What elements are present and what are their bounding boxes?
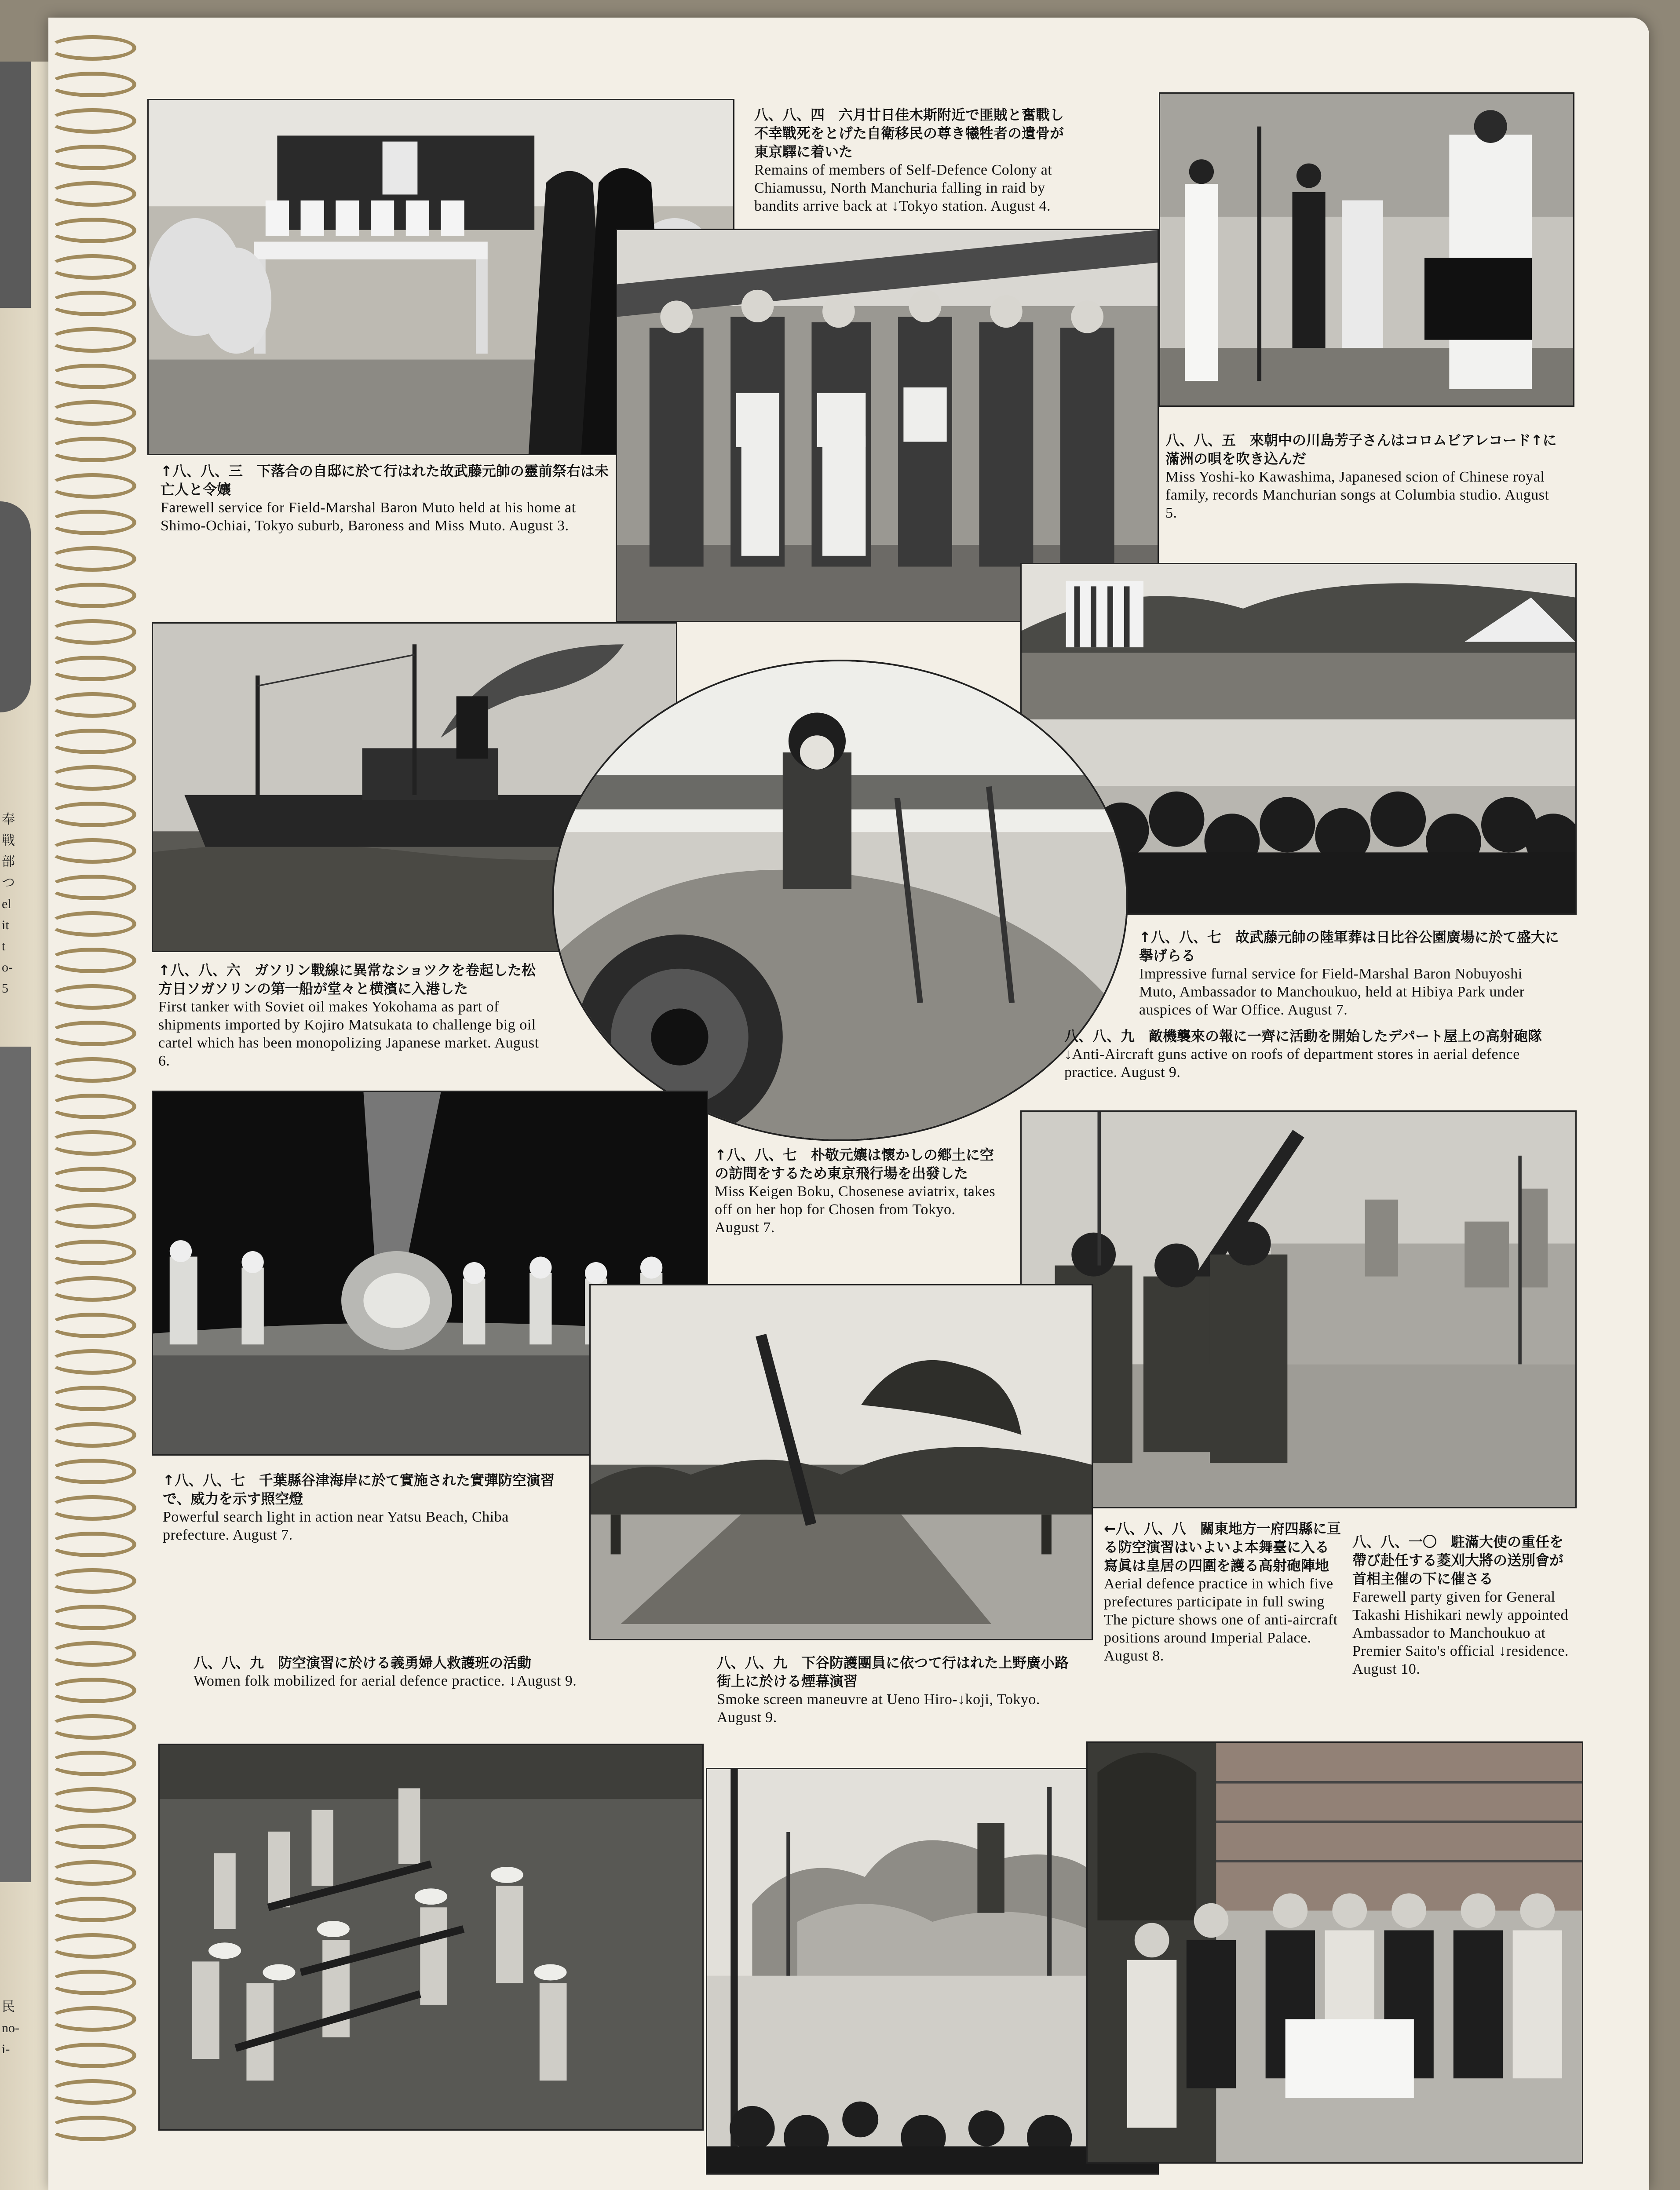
caption-english: Farewell service for Field-Marshal Baron Muto held at his home at Shimo-Ochiai, Tokyo suburb, Baroness and Miss Muto. August 3. <box>161 500 576 534</box>
previous-page-text-fragment: 民 no- i- <box>2 2000 19 2056</box>
binding-ring <box>48 1240 136 1265</box>
caption-japanese: ↑八、八、六 ガソリン戰線に異常なショツクを卷起した松方日ソガソリンの第一船が堂々と横濱に入港した <box>158 962 536 997</box>
previous-page-photo-fragment <box>0 1047 31 1882</box>
photo-rooftop-anti-aircraft <box>1020 1110 1577 1508</box>
binding-ring <box>48 1641 136 1667</box>
caption-japanese: 八、八、四 六月廿日佳木斯附近で匪賊と奮戰し不幸戰死をとげた自衛移民の尊き犧牲者の遺骨が東京驛に着いた <box>754 106 1064 160</box>
caption-aug-7-searchlight <box>163 1471 576 1544</box>
photo-farewell-party-hishikari <box>1086 1741 1583 2164</box>
binding-ring <box>48 1094 136 1119</box>
binding-ring <box>48 911 136 937</box>
photo-palace-anti-aircraft-position <box>589 1284 1093 1640</box>
binding-ring <box>48 254 136 280</box>
caption-japanese: ↑八、八、七 千葉縣谷津海岸に於て實施された實彈防空演習で、威力を示す照空燈 <box>163 1472 555 1507</box>
binding-ring <box>48 1167 136 1192</box>
caption-english: Women folk mobilized for aerial defence practice. ↓August 9. <box>194 1673 577 1689</box>
previous-page-photo-fragment <box>0 62 31 308</box>
binding-ring <box>48 1824 136 1849</box>
caption-aug-5-recording <box>1165 431 1561 522</box>
caption-english: Miss Keigen Boku, Chosenese aviatrix, takes off on her hop for Chosen from Tokyo. August 7. <box>715 1183 996 1236</box>
caption-japanese: 八、八、九 防空演習に於ける義勇婦人救護班の活動 <box>194 1654 532 1671</box>
binding-ring <box>48 1057 136 1083</box>
caption-japanese: 八、八、九 敵機襲來の報に一齊に活動を開始したデパート屋上の高射砲隊 <box>1064 1028 1542 1044</box>
binding-ring <box>48 692 136 718</box>
binding-ring <box>48 729 136 754</box>
binding-ring <box>48 364 136 389</box>
binding-ring <box>48 583 136 608</box>
binding-ring <box>48 218 136 243</box>
caption-japanese: 八、八、五 來朝中の川島芳子さんはコロムビアレコード↑に滿洲の唄を吹き込んだ <box>1165 432 1557 467</box>
binding-ring <box>48 1970 136 1995</box>
photo-aviatrix-biplane <box>552 660 1128 1141</box>
binding-ring <box>48 1897 136 1922</box>
previous-page-text-fragment: 奉 戦 部 つ el it t o- 5 <box>2 812 15 996</box>
caption-english: Smoke screen maneuvre at Ueno Hiro-↓koji, Tokyo. August 9. <box>717 1691 1040 1726</box>
binding-ring <box>48 437 136 462</box>
caption-japanese: 八、八、一〇 駐滿大使の重任を帶び赴任する菱刈大將の送別會が首相主催の下に催さる <box>1352 1533 1564 1587</box>
binding-ring <box>48 1714 136 1740</box>
binding-ring <box>48 1678 136 1703</box>
binding-ring <box>48 1568 136 1594</box>
binding-ring <box>48 72 136 97</box>
binding-ring <box>48 400 136 426</box>
binding-ring <box>48 838 136 864</box>
binding-ring <box>48 2116 136 2141</box>
binding-ring <box>48 2043 136 2068</box>
caption-aug-3-memorial <box>161 462 609 535</box>
binding-ring <box>48 1787 136 1813</box>
binding-ring <box>48 1933 136 1959</box>
binding-ring <box>48 327 136 353</box>
binding-ring <box>48 510 136 535</box>
binding-ring <box>48 765 136 791</box>
caption-english: First tanker with Soviet oil makes Yokohama as part of shipments imported by Kojiro Matsukata to challenge big oil cartel which has been monopolizing Japanese market. August 6. <box>158 999 539 1069</box>
caption-english: Impressive furnal service for Field-Marshal Baron Nobuyoshi Muto, Ambassador to Manchoukuo, held at Hibiya Park under auspices of War Office. August 7. <box>1139 966 1525 1018</box>
binding-ring <box>48 1860 136 1886</box>
binding-ring <box>48 546 136 572</box>
caption-japanese: ↑八、八、七 朴敬元孃は懷かしの鄕土に空の訪問をするため東京飛行場を出發した <box>715 1146 994 1182</box>
caption-aug-4-remains <box>754 106 1077 215</box>
caption-english: Miss Yoshi-ko Kawashima, Japanesed scion of Chinese royal family, records Manchurian songs at Columbia studio. August 5. <box>1165 469 1549 521</box>
binding-ring <box>48 984 136 1010</box>
binding-ring <box>48 2079 136 2105</box>
binding-ring <box>48 619 136 645</box>
caption-english: Remains of members of Self-Defence Colony at Chiamussu, North Manchuria falling in raid by bandits arrive back at ↓Tokyo station. August 4. <box>754 162 1052 214</box>
binding-ring <box>48 948 136 973</box>
caption-english: Farewell party given for General Takashi Hishikari newly appointed Ambassador to Manchoukuo at Premier Saito's official ↓residence. August 10. <box>1352 1589 1569 1677</box>
binding-ring <box>48 181 136 207</box>
binding-ring <box>48 1313 136 1338</box>
caption-japanese: 八、八、九 下谷防護團員に依つて行はれた上野廣小路街上に於ける煙幕演習 <box>717 1654 1069 1690</box>
caption-aug-9-stretcher-team <box>194 1653 633 1690</box>
binding-ring <box>48 1495 136 1521</box>
binding-ring <box>48 656 136 681</box>
binding-ring <box>48 145 136 170</box>
caption-aug-6-tanker <box>158 961 545 1070</box>
caption-english: Powerful search light in action near Yatsu Beach, Chiba prefecture. August 7. <box>163 1509 509 1543</box>
binding-ring <box>48 1459 136 1484</box>
caption-english: ↓Anti-Aircraft guns active on roofs of department stores in aerial defence practice. August 9. <box>1064 1046 1520 1080</box>
caption-aug-9-smoke-screen <box>717 1653 1069 1726</box>
caption-aug-10-farewell-party <box>1352 1533 1572 1678</box>
caption-aug-7-hibiya-funeral <box>1139 928 1561 1019</box>
binding-ring <box>48 1276 136 1302</box>
photo-recording-studio <box>1159 92 1574 407</box>
binding-ring <box>48 473 136 499</box>
caption-japanese: ↑八、八、三 下落合の自邸に於て行はれた故武藤元帥の靈前祭右は未亡人と令孃 <box>161 463 609 498</box>
binding-ring <box>48 1751 136 1776</box>
caption-japanese: ←八、八、八 關東地方一府四縣に亘る防空演習はいよいよ本舞臺に入る 寫眞は皇居の四圍を護る高射砲陣地 <box>1104 1520 1344 1574</box>
binding-ring <box>48 2006 136 2032</box>
caption-aug-7-aviatrix <box>715 1146 1001 1237</box>
previous-page-photo-fragment <box>0 501 31 712</box>
binding-ring <box>48 802 136 827</box>
binding-ring <box>48 1605 136 1630</box>
spiral-binding <box>48 35 136 2172</box>
binding-ring <box>48 1021 136 1046</box>
caption-english: Aerial defence practice in which five prefectures participate in full swing The picture shows one of anti-aircraft positions around Imperial Palace. August 8. <box>1104 1576 1338 1664</box>
binding-ring <box>48 35 136 61</box>
binding-ring <box>48 291 136 316</box>
binding-ring <box>48 1349 136 1375</box>
caption-aug-8-palace-guns <box>1104 1519 1344 1665</box>
binding-ring <box>48 108 136 134</box>
photo-women-stretcher-team <box>158 1744 704 2131</box>
binding-ring <box>48 1203 136 1229</box>
binding-ring <box>48 1130 136 1156</box>
binding-ring <box>48 1532 136 1557</box>
binding-ring <box>48 1422 136 1448</box>
binding-ring <box>48 875 136 900</box>
caption-japanese: ↑八、八、七 故武藤元帥の陸軍葬は日比谷公園廣場に於て盛大に擧げらる <box>1139 929 1559 964</box>
binding-ring <box>48 1386 136 1411</box>
caption-aug-9-rooftop-guns <box>1064 1027 1561 1081</box>
